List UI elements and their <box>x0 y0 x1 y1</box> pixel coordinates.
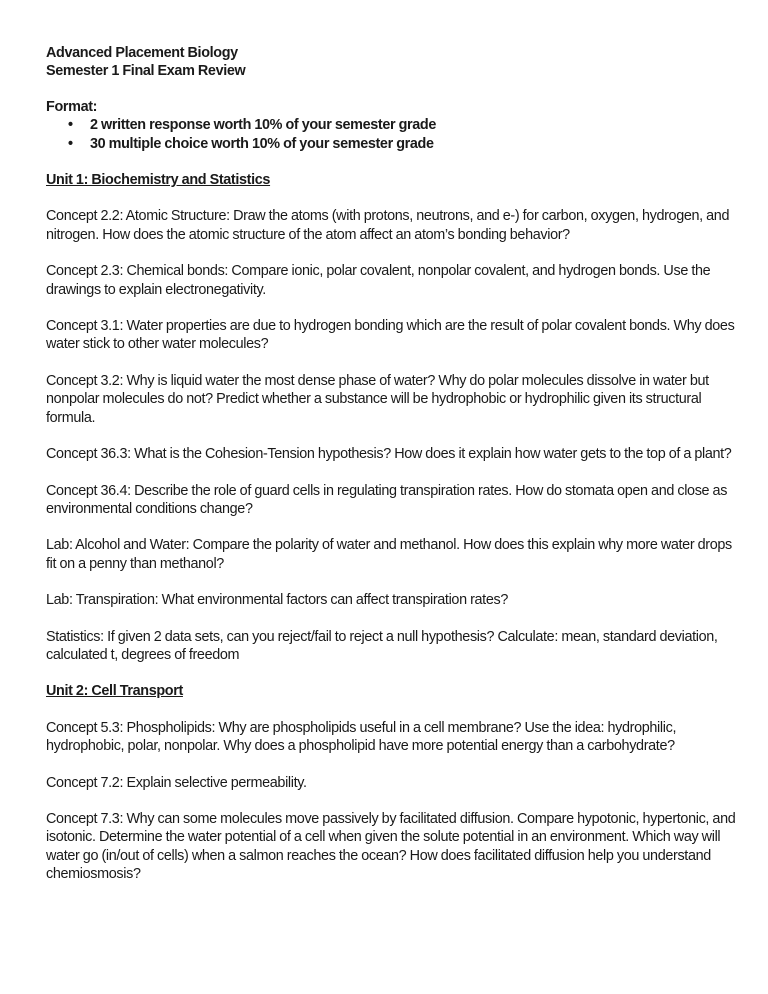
lab-paragraph: Lab: Alcohol and Water: Compare the polarity of water and methanol. How does this explain why more water drops fit on a penny than methanol? <box>46 537 732 572</box>
unit-heading: Unit 2: Cell Transport <box>46 683 183 700</box>
unit-heading: Unit 1: Biochemistry and Statistics <box>46 172 271 189</box>
statistics-paragraph: Statistics: If given 2 data sets, can you reject/fail to reject a null hypothesis? Calculate: mean, standard deviation, calculated t, degrees of freedom <box>46 628 718 663</box>
bullet-icon: • <box>68 135 73 152</box>
concept-paragraph: Concept 5.3: Phospholipids: Why are phospholipids useful in a cell membrane? Use the idea: hydrophilic, hydrophobic, polar, nonpolar. Why does a phospholipid have more potential energy than a carbohydrate? <box>46 719 677 755</box>
unit-1-section <box>46 171 736 664</box>
format-item-text: 2 written response worth 10% of your semester grade <box>90 117 437 134</box>
format-item <box>68 116 736 134</box>
concept-paragraph: Concept 3.2: Why is liquid water the most dense phase of water? Why do polar molecules dissolve in water but nonpolar molecules do not? Predict whether a substance will be hydrophobic or hydrophilic given its structural formula. <box>46 372 709 426</box>
lab-paragraph: Lab: Transpiration: What environmental factors can affect transpiration rates? <box>46 592 508 609</box>
unit-2-section <box>46 682 736 883</box>
concept-paragraph: Concept 7.3: Why can some molecules move passively by facilitated diffusion. Compare hypotonic, hypertonic, and isotonic. Determine the water potential of a cell when given the solute potential in an environment. Which way will water go (in/out of cells) when a salmon reaches the ocean? How does facilitated diffusion help you understand chemiosmosis? <box>46 810 736 883</box>
course-title: Advanced Placement Biology <box>46 45 238 61</box>
concept-paragraph: Concept 2.2: Atomic Structure: Draw the atoms (with protons, neutrons, and e-) for carbon, oxygen, hydrogen, and nitrogen. How does the atomic structure of the atom affect an atom’s bonding behavior? <box>46 208 730 243</box>
format-label: Format: <box>46 98 98 115</box>
concept-paragraph: Concept 3.1: Water properties are due to hydrogen bonding which are the result of polar covalent bonds. Why does water stick to other water molecules? <box>46 318 735 353</box>
document-title <box>46 44 736 81</box>
document-page <box>46 44 736 884</box>
format-item <box>68 135 736 153</box>
format-item-text: 30 multiple choice worth 10% of your semester grade <box>90 135 434 152</box>
format-list <box>46 116 736 153</box>
review-title: Semester 1 Final Exam Review <box>46 63 246 80</box>
bullet-icon: • <box>68 117 73 134</box>
format-section <box>46 98 736 153</box>
concept-paragraph: Concept 36.3: What is the Cohesion-Tension hypothesis? How does it explain how water gets to the top of a plant? <box>46 446 732 463</box>
concept-paragraph: Concept 2.3: Chemical bonds: Compare ionic, polar covalent, nonpolar covalent, and hydrogen bonds. Use the drawings to explain electronegativity. <box>46 263 711 298</box>
concept-paragraph: Concept 36.4: Describe the role of guard cells in regulating transpiration rates. How do stomata open and close as environmental conditions change? <box>46 482 728 517</box>
concept-paragraph: Concept 7.2: Explain selective permeability. <box>46 774 307 791</box>
